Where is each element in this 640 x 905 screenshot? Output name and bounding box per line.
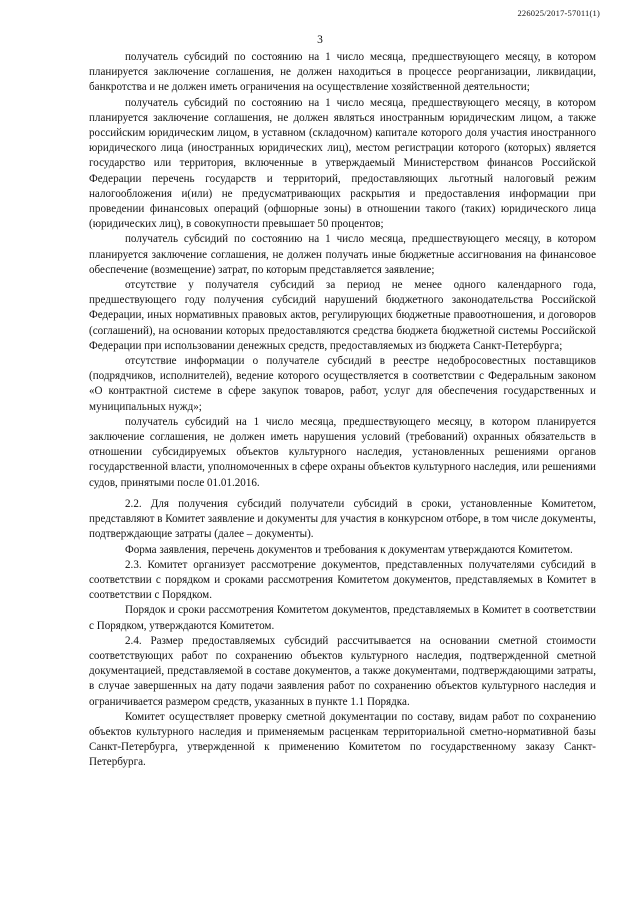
paragraph: получатель субсидий по состоянию на 1 число месяца, предшествующего месяцу, в котором планируется заключение соглашения, не должен находиться в процессе реорганизации, ликвидации, банкротства и не должен иметь ограничения на осуществление хозяйственной деятельности;: [89, 51, 596, 94]
paragraph: получатель субсидий по состоянию на 1 число месяца, предшествующего месяцу, в котором планируется заключение соглашения, не должен являться иностранным юридическим лицом, а также российским юридическим лицом, в уставном (складочном) капитале которого доля участия иностранного юридического лица (иностранных юридических лиц), местом регистрации которого (которых) является государство или территория, включенные в утверждаемый Министерством финансов Российской Федерации перечень государств и территорий, предоставляющих льготный налоговый режим налогообложения и(или) не предусматривающих раскрытия и предоставления информации при проведении финансовых операций (офшорные зоны) в отношении такого (таких) юридического лица (юридических лиц), в совокупности превышает 50 процентов;: [89, 96, 596, 231]
paragraph: отсутствие у получателя субсидий за период не менее одного календарного года, предшествующего году получения субсидий нарушений бюджетного законодательства Российской Федерации, иных нормативных правовых актов, регулирующих бюджетные правоотношения, и договоров (соглашений), на основании которых предоставляются средства бюджета бюджетной системы Российской Федерации при использовании денежных средств, предоставляемых из бюджета Санкт-Петербурга;: [89, 279, 596, 352]
page-number: 3: [317, 34, 323, 46]
paragraph: получатель субсидий на 1 число месяца, предшествующего месяцу, в котором планируется заключение соглашения, не должен иметь нарушения условий (требований) охранных обязательств в отношении субсидируемых объектов культурного наследия, установленных решениями органов государственной власти, уполномоченных в сфере охраны объектов культурного наследия, или решениями судов, принятыми после 01.01.2016.: [89, 415, 596, 489]
paragraph: 2.3. Комитет организует рассмотрение документов, представленных получателями субсидий в соответствии с порядком и сроками рассмотрения Комитетом документов, представляемых в Комитет в соответствии с Порядком.: [89, 558, 596, 602]
paragraph: Комитет осуществляет проверку сметной документации по составу, видам работ по сохранению объектов культурного наследия и применяемым расценкам территориальной сметно-нормативной базы Санкт-Петербурга, утвержденной к применению Комитетом по государственному заказу Санкт-Петербурга.: [89, 710, 596, 769]
document-body: [89, 50, 596, 771]
paragraph: отсутствие информации о получателе субсидий в реестре недобросовестных поставщиков (подрядчиков, исполнителей), ведение которого осуществляется в соответствии с Федеральным законом «О контрактной системе в сфере закупок товаров, работ, услуг для обеспечения государственных и муниципальных нужд»;: [89, 355, 596, 413]
document-id: 226025/2017-57011(1): [517, 8, 600, 18]
paragraph: 2.4. Размер предоставляемых субсидий рассчитывается на основании сметной стоимости соответствующих работ по сохранению объектов культурного наследия, подтвержденной сметной документацией, представляемой в составе документов, а также документами, подтверждающими затраты, в случае завершенных на дату подачи заявления работ по сохранению объектов культурного наследия и ограничивается размером средств, указанных в пункте 1.1 Порядка.: [89, 634, 596, 708]
paragraph: Порядок и сроки рассмотрения Комитетом документов, представляемых в Комитет в соответствии с Порядком, утверждаются Комитетом.: [89, 604, 596, 632]
paragraph: 2.2. Для получения субсидий получатели субсидий в сроки, установленные Комитетом, представляют в Комитет заявление и документы для участия в конкурсном отборе, в том числе документы, подтверждающие затраты (далее – документы).: [89, 497, 596, 541]
paragraph: Форма заявления, перечень документов и требования к документам утверждаются Комитетом.: [125, 543, 573, 556]
paragraph: получатель субсидий по состоянию на 1 число месяца, предшествующего месяцу, в котором планируется заключение соглашения, не должен получать иные бюджетные ассигнования на финансовое обеспечение (возмещение) затрат, по которым представляется заявление;: [89, 233, 596, 276]
